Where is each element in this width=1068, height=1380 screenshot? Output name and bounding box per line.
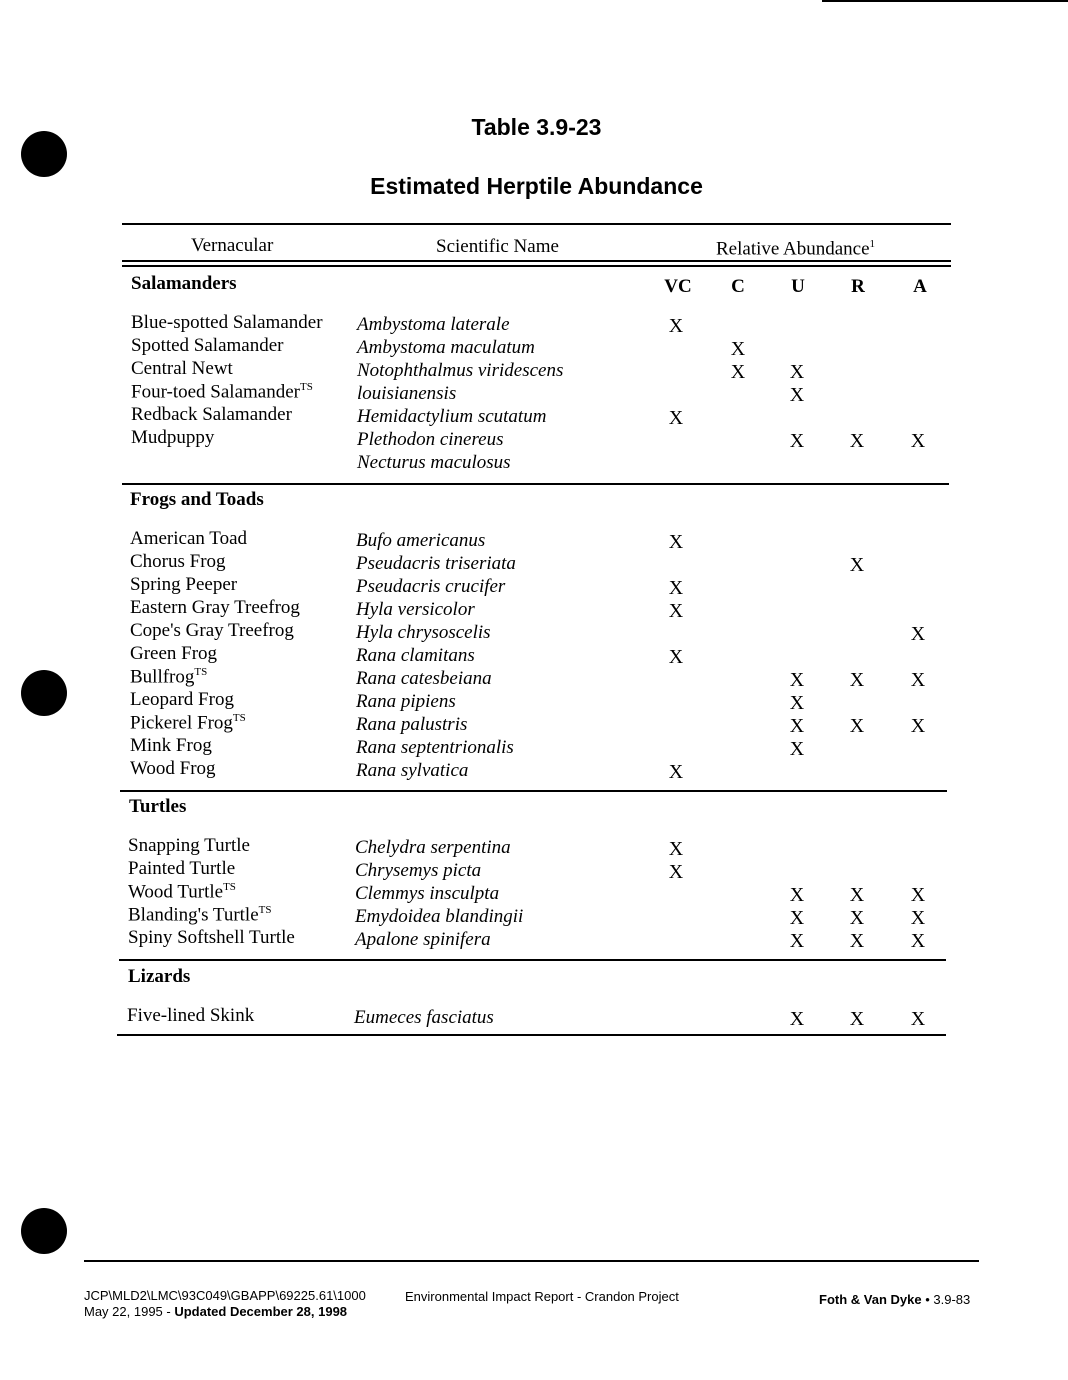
vernacular-name: [130, 735, 212, 757]
table-row: [0, 1005, 1068, 1028]
vernacular-text: Eastern Gray Treefrog: [130, 597, 300, 618]
vernacular-name: [128, 858, 235, 880]
abundance-mark-r: X: [849, 554, 865, 576]
vernacular-text: Central Newt: [131, 358, 233, 379]
section-rule-after-turtles: [119, 959, 946, 961]
scientific-name: Ambystoma laterale: [357, 314, 510, 335]
abundance-mark-u: X: [789, 884, 805, 906]
abundance-mark-r: X: [849, 884, 865, 906]
header-double-rule-bottom: [122, 265, 951, 267]
abundance-mark-a: X: [910, 430, 926, 452]
vernacular-name: [127, 1005, 254, 1027]
column-header-scientific: Scientific Name: [436, 236, 559, 257]
scientific-name: Plethodon cinereus: [357, 429, 504, 450]
table-row: [0, 404, 1068, 427]
vernacular-text: Redback Salamander: [131, 404, 292, 425]
abundance-mark-a: X: [910, 715, 926, 737]
vernacular-name: [131, 427, 214, 449]
top-edge-rule: [822, 0, 1068, 2]
table-row: [0, 927, 1068, 950]
abundance-mark-vc: X: [668, 646, 684, 668]
vernacular-name: [130, 620, 294, 642]
table-row: [0, 335, 1068, 358]
vernacular-text: Painted Turtle: [128, 858, 236, 879]
abundance-mark-vc: X: [668, 577, 684, 599]
vernacular-text: Bullfrog: [130, 666, 195, 688]
abundance-mark-a: X: [910, 884, 926, 906]
table-row: [0, 427, 1068, 450]
scientific-name: Chrysemys picta: [355, 860, 482, 881]
section-label-frogs-and-toads: Frogs and Toads: [130, 489, 264, 510]
table-top-rule: [122, 223, 951, 225]
abundance-mark-u: X: [789, 930, 805, 952]
vernacular-text: Snapping Turtle: [128, 835, 250, 856]
abundance-mark-c: X: [730, 361, 746, 383]
table-row: [0, 574, 1068, 597]
abundance-mark-a: X: [910, 669, 926, 691]
abundance-mark-a: X: [910, 1008, 926, 1030]
vernacular-name: [130, 689, 234, 711]
scientific-name: Hyla versicolor: [356, 599, 475, 620]
scientific-name: Emydoidea blandingii: [355, 906, 524, 927]
vernacular-text: Four-toed Salamander: [131, 381, 300, 403]
abundance-header-u: U: [791, 276, 805, 297]
vernacular-text: Five-lined Skink: [127, 1005, 255, 1026]
scientific-name: Rana palustris: [356, 714, 468, 735]
table-subtitle: Estimated Herptile Abundance: [370, 173, 703, 199]
abundance-mark-u: X: [789, 669, 805, 691]
vernacular-name: [130, 574, 237, 596]
footer-rule: [84, 1260, 979, 1262]
scientific-name: Notophthalmus viridescens: [357, 360, 564, 381]
table-row: [0, 666, 1068, 689]
abundance-mark-vc: X: [668, 315, 684, 337]
table-row: [0, 528, 1068, 551]
footer-separator: •: [925, 1292, 930, 1307]
vernacular-text: Green Frog: [130, 643, 218, 664]
vernacular-name: [130, 597, 300, 619]
abundance-header-vc: VC: [664, 276, 692, 297]
abundance-mark-vc: X: [668, 600, 684, 622]
scientific-name: Chelydra serpentina: [355, 837, 511, 858]
footer-page-number: 3.9-83: [933, 1292, 971, 1307]
scientific-name: Rana septentrionalis: [356, 737, 514, 758]
table-row: [0, 312, 1068, 335]
section-rule-after-frogs: [120, 790, 947, 792]
footer-firm: Foth & Van Dyke: [819, 1292, 922, 1307]
table-row: [0, 689, 1068, 712]
abundance-mark-vc: X: [668, 838, 684, 860]
scientific-name: Rana pipiens: [356, 691, 456, 712]
relative-abundance-label: Relative Abundance: [716, 238, 870, 260]
table-row: [0, 758, 1068, 781]
footer-firm-page: [819, 1292, 970, 1307]
footer-date-updated: Updated December 28, 1998: [174, 1304, 348, 1319]
abundance-mark-u: X: [789, 715, 805, 737]
punch-hole-bottom: [21, 1208, 67, 1254]
abundance-mark-vc: X: [668, 531, 684, 553]
vernacular-text: Wood Frog: [130, 758, 216, 779]
scientific-name: Apalone spinifera: [355, 929, 491, 950]
table-row: [0, 643, 1068, 666]
abundance-mark-a: X: [910, 623, 926, 645]
vernacular-text: Spotted Salamander: [131, 335, 284, 356]
abundance-mark-vc: X: [668, 761, 684, 783]
vernacular-text: Mink Frog: [130, 735, 212, 756]
vernacular-text: Blanding's Turtle: [128, 904, 259, 926]
vernacular-name: [128, 927, 295, 949]
abundance-mark-u: X: [789, 361, 805, 383]
abundance-mark-c: X: [730, 338, 746, 360]
abundance-mark-r: X: [849, 715, 865, 737]
vernacular-text: Chorus Frog: [130, 551, 226, 572]
scientific-name: Bufo americanus: [356, 530, 486, 551]
abundance-mark-u: X: [789, 738, 805, 760]
abundance-mark-r: X: [849, 430, 865, 452]
vernacular-text: Cope's Gray Treefrog: [130, 620, 294, 641]
footer-report-title: Environmental Impact Report - Crandon Project: [405, 1289, 679, 1304]
threatened-status-superscript: TS: [232, 712, 246, 724]
vernacular-name: [130, 551, 226, 573]
abundance-mark-u: X: [789, 384, 805, 406]
vernacular-text: Wood Turtle: [128, 881, 224, 903]
table-row: [0, 858, 1068, 881]
table-row: [0, 835, 1068, 858]
scientific-name: Clemmys insculpta: [355, 883, 500, 904]
table-row: [0, 597, 1068, 620]
vernacular-name: [131, 404, 292, 426]
vernacular-name: [131, 312, 323, 334]
scientific-name: Rana sylvatica: [356, 760, 469, 781]
vernacular-name: [130, 712, 246, 734]
vernacular-text: Mudpuppy: [131, 427, 215, 448]
scientific-name: Hemidactylium scutatum: [357, 406, 547, 427]
vernacular-name: [130, 758, 216, 780]
scientific-name: Pseudacris triseriata: [356, 553, 516, 574]
abundance-mark-a: X: [910, 907, 926, 929]
table-row: [0, 735, 1068, 758]
vernacular-name: [131, 358, 233, 380]
vernacular-text: Spring Peeper: [130, 574, 238, 595]
scientific-name: Ambystoma maculatum: [357, 337, 535, 358]
abundance-mark-vc: X: [668, 407, 684, 429]
threatened-status-superscript: TS: [258, 904, 272, 916]
vernacular-name: [128, 835, 250, 857]
scientific-name: louisianensis: [357, 383, 457, 404]
abundance-mark-r: X: [849, 930, 865, 952]
abundance-mark-u: X: [789, 430, 805, 452]
scientific-name: Hyla chrysoscelis: [356, 622, 491, 643]
abundance-mark-vc: X: [668, 861, 684, 883]
abundance-mark-u: X: [789, 1008, 805, 1030]
vernacular-name: [128, 904, 272, 926]
section-label-turtles: Turtles: [129, 796, 187, 817]
table-row: [0, 620, 1068, 643]
header-double-rule-top: [122, 260, 951, 262]
table-row: [0, 712, 1068, 735]
table-title: Table 3.9-23: [471, 114, 602, 140]
scientific-name: Pseudacris crucifer: [356, 576, 506, 597]
scientific-name: Necturus maculosus: [357, 452, 511, 473]
table-row: [0, 381, 1068, 404]
vernacular-name: [130, 643, 217, 665]
table-row: [0, 450, 1068, 473]
abundance-mark-u: X: [789, 907, 805, 929]
threatened-status-superscript: TS: [300, 381, 313, 393]
vernacular-text: Blue-spotted Salamander: [131, 312, 323, 333]
threatened-status-superscript: TS: [223, 881, 236, 893]
vernacular-name: [131, 381, 313, 403]
abundance-mark-r: X: [849, 669, 865, 691]
scientific-name: Eumeces fasciatus: [354, 1007, 494, 1028]
vernacular-name: [131, 335, 284, 357]
table-row: [0, 551, 1068, 574]
scientific-name: Rana catesbeiana: [356, 668, 492, 689]
section-label-salamanders: Salamanders: [131, 273, 237, 294]
abundance-mark-r: X: [849, 1008, 865, 1030]
table-row: [0, 881, 1068, 904]
table-row: [0, 358, 1068, 381]
table-bottom-rule: [117, 1034, 946, 1036]
column-header-relative-abundance: [716, 238, 875, 260]
vernacular-text: Pickerel Frog: [130, 712, 233, 734]
vernacular-text: Spiny Softshell Turtle: [128, 927, 295, 948]
column-header-vernacular: Vernacular: [191, 235, 274, 256]
footer-date-original: May 22, 1995 -: [84, 1304, 175, 1319]
footnote-marker: 1: [869, 238, 876, 250]
section-label-lizards: Lizards: [128, 966, 191, 987]
vernacular-text: American Toad: [130, 528, 248, 549]
footer-dates: [84, 1304, 347, 1319]
abundance-header-a: A: [913, 276, 927, 297]
vernacular-text: Leopard Frog: [130, 689, 234, 710]
scientific-name: Rana clamitans: [356, 645, 475, 666]
threatened-status-superscript: TS: [194, 666, 208, 678]
abundance-mark-u: X: [789, 692, 805, 714]
abundance-header-c: C: [731, 276, 745, 297]
abundance-header-r: R: [851, 276, 865, 297]
abundance-mark-a: X: [910, 930, 926, 952]
vernacular-name: [130, 528, 247, 550]
vernacular-name: [130, 666, 207, 688]
abundance-mark-r: X: [849, 907, 865, 929]
section-rule-after-salamanders: [122, 483, 949, 485]
table-row: [0, 904, 1068, 927]
footer-file-path: JCP\MLD2\LMC\93C049\GBAPP\69225.61\1000: [84, 1288, 366, 1303]
vernacular-name: [128, 881, 236, 903]
